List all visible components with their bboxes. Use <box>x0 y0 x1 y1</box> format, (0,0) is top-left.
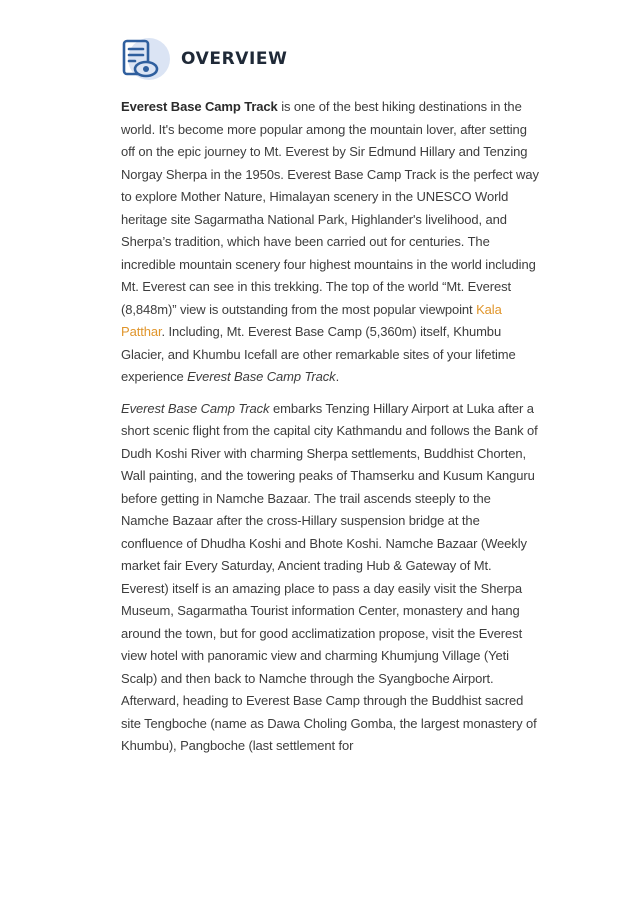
section-title: OVERVIEW <box>181 49 288 69</box>
paragraph-1-text-a: is one of the best hiking destinations in the world. It's become more popular among the mountain lover, after setting off on the epic journey to Mt. Everest by Sir Edmund Hillary and Tenzing Norgay Sherpa in the 1950s. Everest Base Camp Track is the perfect way to explore Mother Nature, Himalayan scenery in the UNESCO World heritage site Sagarmatha National Park, Highlander's livelihood, and Sherpa’s tradition, which have been carried out for centuries. The incredible mountain scenery four highest mountains in the world including Mt. Everest can see in this trekking. The top of the world “Mt. Everest (8,848m)” view is outstanding from the most popular viewpoint <box>121 99 539 317</box>
kala-patthar-link[interactable]: Kala Patthar <box>121 301 502 339</box>
document-eye-icon <box>121 38 173 80</box>
article-body <box>121 96 539 767</box>
trek-name-italic: Everest Base Camp Track <box>187 369 336 384</box>
paragraph-1 <box>121 96 539 389</box>
paragraph-1-text-b: . Including, Mt. Everest Base Camp (5,360m) itself, Khumbu Glacier, and Khumbu Icefall are other remarkable sites of your lifetime experience <box>121 324 516 384</box>
paragraph-1-end: . <box>335 369 340 384</box>
paragraph-2-text: embarks Tenzing Hillary Airport at Luka after a short scenic flight from the capital city Kathmandu and follows the Bank of Dudh Koshi River with charming Sherpa settlements, Buddhist Chorten, Wall painting, and the towering peaks of Thamserku and Kusum Kanguru before getting in Namche Bazaar. The trail ascends steeply to the Namche Bazaar after the cross-Hillary suspension bridge at the confluence of Dhudha Koshi and Bhote Koshi. Namche Bazaar (Weekly market fair Every Saturday, Ancient trading Hub & Gateway of Mt. Everest) itself is an amazing place to pass a day easily visit the Sherpa Museum, Sagarmatha Tourist information Center, monastery and hang around the town, but for good acclimatization propose, visit the Everest view hotel with panoramic view and charming Khumjung Village (Yeti Scalp) and then back to Namche through the Syangboche Airport. Afterward, heading to Everest Base Camp through the Buddhist sacred site Tengboche (name as Dawa Choling Gomba, the largest monastery of Khumbu), Pangboche (last settlement for <box>121 400 538 753</box>
trek-name-bold: Everest Base Camp Track <box>121 99 278 114</box>
paragraph-2 <box>121 398 539 758</box>
section-header <box>121 38 288 80</box>
trek-name-italic-2: Everest Base Camp Track <box>121 400 270 416</box>
